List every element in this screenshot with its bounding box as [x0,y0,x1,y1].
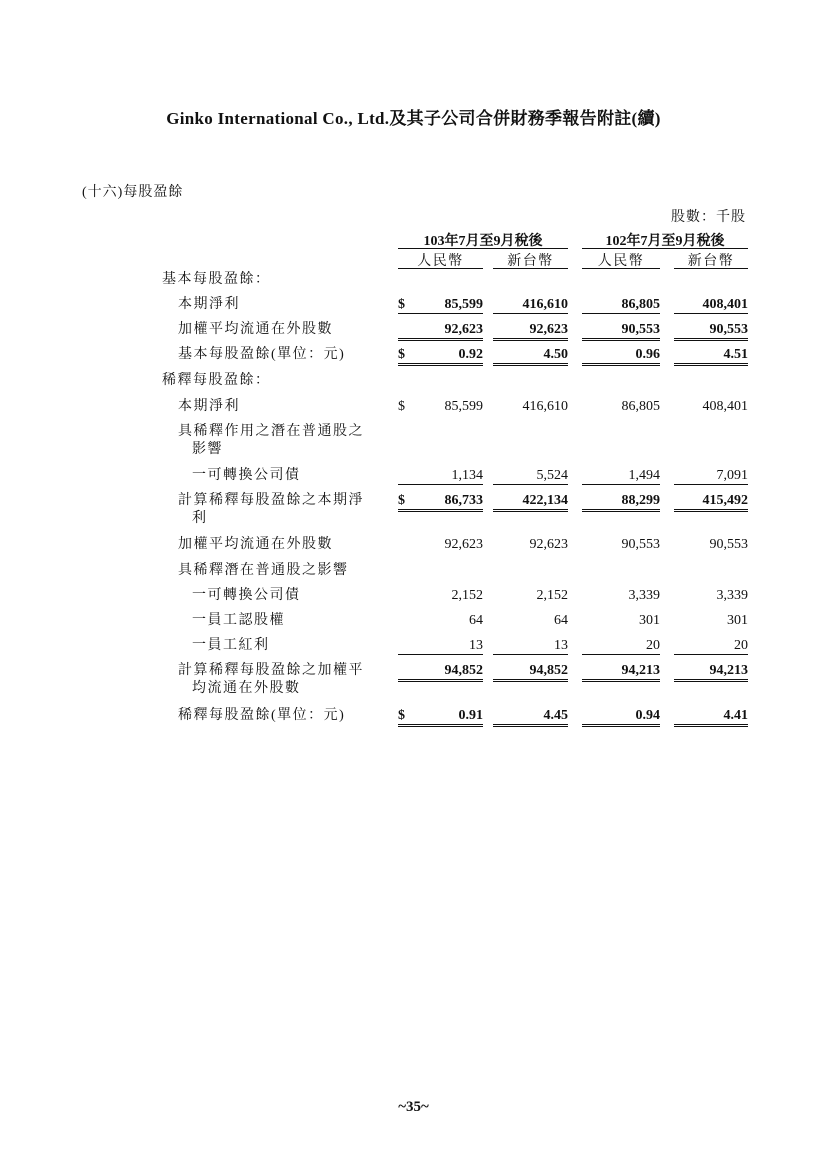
row-label: 具稀釋作用之潛在普通股之 [178,424,364,439]
value-cell: 86,805 [621,399,660,414]
row-label: 一可轉換公司債 [192,588,301,603]
row-label: 本期淨利 [178,297,240,312]
value-cell: 2,152 [451,588,483,603]
row-label: 一可轉換公司債 [192,468,301,483]
currency-symbol: $ [398,708,405,723]
value-cell: 5,524 [493,467,568,485]
row-label: 加權平均流通在外股數 [178,537,333,552]
value-cell: 408,401 [674,296,748,314]
value-cell: 3,339 [716,588,748,603]
value-cell: 92,623 [493,321,568,341]
value-cell: 0.91 [398,707,483,727]
row-label: 計算稀釋每股盈餘之加權平 [178,663,364,678]
value-cell: 20 [582,637,660,655]
value-cell: 1,134 [398,467,483,485]
value-cell: 85,599 [444,399,483,414]
period-header-2013: 102年7月至9月稅後 [582,230,748,249]
value-cell: 416,610 [522,399,568,414]
row-label: 具稀釋潛在普通股之影響 [178,563,349,578]
value-cell: 4.41 [674,707,748,727]
row-label: 基本每股盈餘： [162,272,271,287]
currency-symbol: $ [398,493,405,508]
row-label: 計算稀釋每股盈餘之本期淨 [178,493,364,508]
row-label: 稀釋每股盈餘： [162,373,271,388]
value-cell: 90,553 [621,537,660,552]
value-cell: 85,599 [398,296,483,314]
value-cell: 90,553 [582,321,660,341]
value-cell: 64 [469,613,483,628]
currency-header-twd-2013: 新台幣 [674,250,748,269]
unit-note: 股數：千股 [671,210,746,225]
value-cell: 1,494 [582,467,660,485]
value-cell: 92,623 [529,537,568,552]
value-cell: 94,213 [674,662,748,682]
value-cell: 4.51 [674,346,748,366]
value-cell: 92,623 [444,537,483,552]
value-cell: 301 [727,613,748,628]
page-number: ~35~ [398,1099,429,1115]
value-cell: 416,610 [493,296,568,314]
value-cell: 4.45 [493,707,568,727]
value-cell: 94,852 [493,662,568,682]
value-cell: 94,852 [398,662,483,682]
value-cell: 0.94 [582,707,660,727]
value-cell: 0.96 [582,346,660,366]
value-cell: 415,492 [674,492,748,512]
currency-symbol: $ [398,297,405,312]
section-heading: (十六)每股盈餘 [82,185,184,200]
currency-header-rmb-2013: 人民幣 [582,250,660,269]
row-label-continued: 利 [192,511,208,526]
value-cell: 301 [639,613,660,628]
currency-header-rmb-2014: 人民幣 [398,250,483,269]
row-label-continued: 均流通在外股數 [192,681,301,696]
row-label: 基本每股盈餘(單位：元) [178,347,346,362]
value-cell: 3,339 [628,588,660,603]
value-cell: 92,623 [398,321,483,341]
value-cell: 90,553 [709,537,748,552]
value-cell: 0.92 [398,346,483,366]
value-cell: 90,553 [674,321,748,341]
page-title: Ginko International Co., Ltd.及其子公司合併財務季報告附註(續) [166,109,661,128]
currency-symbol: $ [398,399,405,414]
row-label-continued: 影響 [192,442,223,457]
value-cell: 64 [554,613,568,628]
value-cell: 4.50 [493,346,568,366]
row-label: 本期淨利 [178,399,240,414]
value-cell: 94,213 [582,662,660,682]
value-cell: 88,299 [582,492,660,512]
value-cell: 86,805 [582,296,660,314]
currency-symbol: $ [398,347,405,362]
value-cell: 7,091 [674,467,748,485]
value-cell: 2,152 [536,588,568,603]
row-label: 一員工認股權 [192,613,285,628]
value-cell: 86,733 [398,492,483,512]
value-cell: 20 [674,637,748,655]
row-label: 稀釋每股盈餘(單位：元) [178,708,346,723]
value-cell: 13 [493,637,568,655]
row-label: 一員工紅利 [192,638,270,653]
value-cell: 422,134 [493,492,568,512]
period-header-2014: 103年7月至9月稅後 [398,230,568,249]
row-label: 加權平均流通在外股數 [178,322,333,337]
value-cell: 408,401 [702,399,748,414]
value-cell: 13 [398,637,483,655]
currency-header-twd-2014: 新台幣 [493,250,568,269]
